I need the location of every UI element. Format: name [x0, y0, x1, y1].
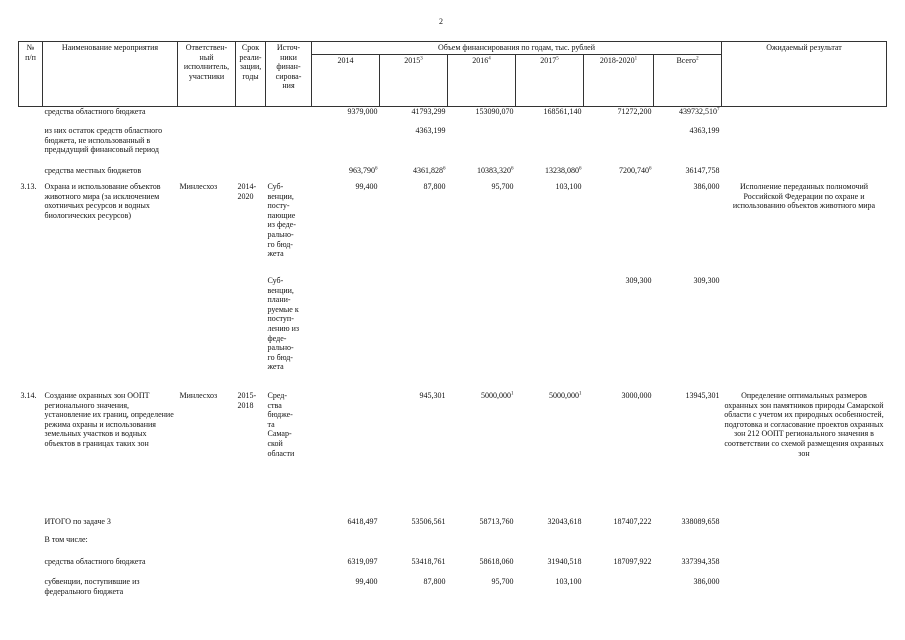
row-3-13-planned — [19, 276, 887, 391]
cell-2016: 5000,000$^1$ — [481, 391, 514, 400]
header-name: Наименование мероприятия — [43, 42, 178, 107]
row-3-14 — [19, 391, 887, 517]
cell-total: 13945,301 — [685, 391, 720, 400]
cell-total: 386,000 — [693, 577, 720, 586]
cell-total: 337394,358 — [681, 557, 720, 566]
row-result: Исполнение переданных полномочий Российской Федерации по охране и использованию объектов животного мира — [732, 182, 876, 211]
cell-2018: 309,300 — [625, 276, 652, 285]
cell-2017: 103,100 — [555, 577, 582, 586]
cell-2016: 10383,320$^6$ — [477, 166, 514, 175]
cell-2015: 53418,761 — [411, 557, 446, 566]
row-term: 2015- 2018 — [237, 391, 257, 410]
row-local-budgets — [19, 166, 887, 182]
row-total-task-3 — [19, 517, 887, 535]
cell-2014: 9379,000 — [347, 106, 378, 116]
cell-2014: 99,400 — [355, 182, 378, 191]
row-number: 3.14. — [20, 391, 37, 400]
row-label: Создание охранных зон ООПТ регионального значения, установление их границ, определение режима охраны и использования земельных участков и водных объектов в границах таких зон — [44, 391, 174, 448]
row-regional-budget-total — [19, 557, 887, 577]
cell-total: 4363,199 — [689, 126, 720, 135]
header-2016: 2016$^4$ — [448, 54, 516, 106]
cell-2015: 945,301 — [419, 391, 446, 400]
header-responsible: Ответствен- ный исполнитель, участники — [178, 42, 236, 107]
row-3-13 — [19, 182, 887, 276]
cell-2018: 3000,000 — [621, 391, 652, 400]
cell-2015: 4363,199 — [415, 126, 446, 135]
header-2015: 2015$^3$ — [380, 54, 448, 106]
row-including — [19, 535, 887, 557]
cell-2018: 187097,922 — [613, 557, 652, 566]
header-total: Всего$^2$ — [654, 54, 722, 106]
cell-2015: 41793,299 — [411, 106, 446, 116]
row-source: Сред- ства бюдже- та Самар- ской области — [267, 391, 295, 458]
cell-2015: 87,800 — [423, 182, 446, 191]
cell-total: 36147,758 — [685, 166, 720, 175]
cell-2016: 58618,060 — [479, 557, 514, 566]
budget-table — [18, 41, 887, 601]
header-num: № п/п — [19, 42, 43, 107]
cell-2016: 95,700 — [491, 577, 514, 586]
row-source: Суб- венции, плани- руемые к поступ- лению из феде- рально- го бюд- жета — [267, 276, 300, 372]
row-label: из них остаток средств областного бюджета, не использованный в предыдущий финансовый период — [44, 126, 163, 155]
row-label: Охрана и использование объектов животного мира (за исключением охотничьих ресурсов и водных биологических ресурсов) — [44, 182, 161, 220]
header-volume: Объем финансирования по годам, тыс. рублей — [312, 42, 722, 55]
cell-total: 386,000 — [693, 182, 720, 191]
row-responsible: Минлесхоз — [179, 182, 218, 191]
row-label: средства областного бюджета — [44, 106, 146, 116]
header-source: Источ- ники финан- сирова- ния — [266, 42, 312, 107]
cell-2014: 6418,497 — [347, 517, 378, 526]
header-term: Срок реали- зации, годы — [236, 42, 266, 107]
cell-2017: 13238,080$^6$ — [545, 166, 582, 175]
header-2014: 2014 — [312, 54, 380, 106]
cell-2014: 963,790$^6$ — [349, 166, 378, 175]
cell-2018: 71272,200 — [617, 106, 652, 116]
page-number: 2 — [439, 17, 443, 26]
cell-2017: 168561,140 — [543, 106, 582, 116]
header-2017: 2017$^5$ — [516, 54, 584, 106]
cell-2014: 99,400 — [355, 577, 378, 586]
cell-total: 338089,658 — [681, 517, 720, 526]
row-result: Определение оптимальных размеров охранных зон памятников природы Самарской области с учетом их природных особенностей, подготовка и согласование проектов охранных зон 212 ООПТ регионального значения в соответствии со схемой размещения охранных зон — [724, 391, 884, 458]
cell-2016: 153090,070 — [475, 106, 514, 116]
row-remainder — [19, 126, 887, 166]
cell-2016: 95,700 — [491, 182, 514, 191]
row-number: 3.13. — [20, 182, 37, 191]
cell-2014: 6319,097 — [347, 557, 378, 566]
cell-2017: 31940,518 — [547, 557, 582, 566]
cell-2015: 87,800 — [423, 577, 446, 586]
header-2018-2020: 2018-2020$^1$ — [584, 54, 654, 106]
cell-2015: 4361,828$^6$ — [413, 166, 446, 175]
cell-2017: 32043,618 — [547, 517, 582, 526]
row-label: средства местных бюджетов — [44, 166, 142, 175]
row-label: ИТОГО по задаче 3 — [44, 517, 111, 526]
row-label: средства областного бюджета — [44, 557, 146, 566]
cell-total: 309,300 — [693, 276, 720, 285]
row-label: субвенции, поступившие из федерального бюджета — [44, 577, 140, 596]
cell-2017: 5000,000$^1$ — [549, 391, 582, 400]
cell-2018: 187407,222 — [613, 517, 652, 526]
cell-2015: 53506,561 — [411, 517, 446, 526]
row-source: Суб- венции, посту- пающие из феде- рально- го бюд- жета — [267, 182, 296, 259]
cell-2017: 103,100 — [555, 182, 582, 191]
row-responsible: Минлесхоз — [179, 391, 218, 400]
row-regional-budget — [19, 106, 887, 126]
row-label: В том числе: — [44, 535, 88, 544]
cell-total: 439732,510$^7$ — [679, 106, 720, 116]
row-term: 2014- 2020 — [237, 182, 257, 201]
cell-2018: 7200,740$^6$ — [619, 166, 652, 175]
cell-2016: 58713,760 — [479, 517, 514, 526]
header-result: Ожидаемый результат — [722, 42, 887, 107]
row-federal-subventions — [19, 577, 887, 601]
